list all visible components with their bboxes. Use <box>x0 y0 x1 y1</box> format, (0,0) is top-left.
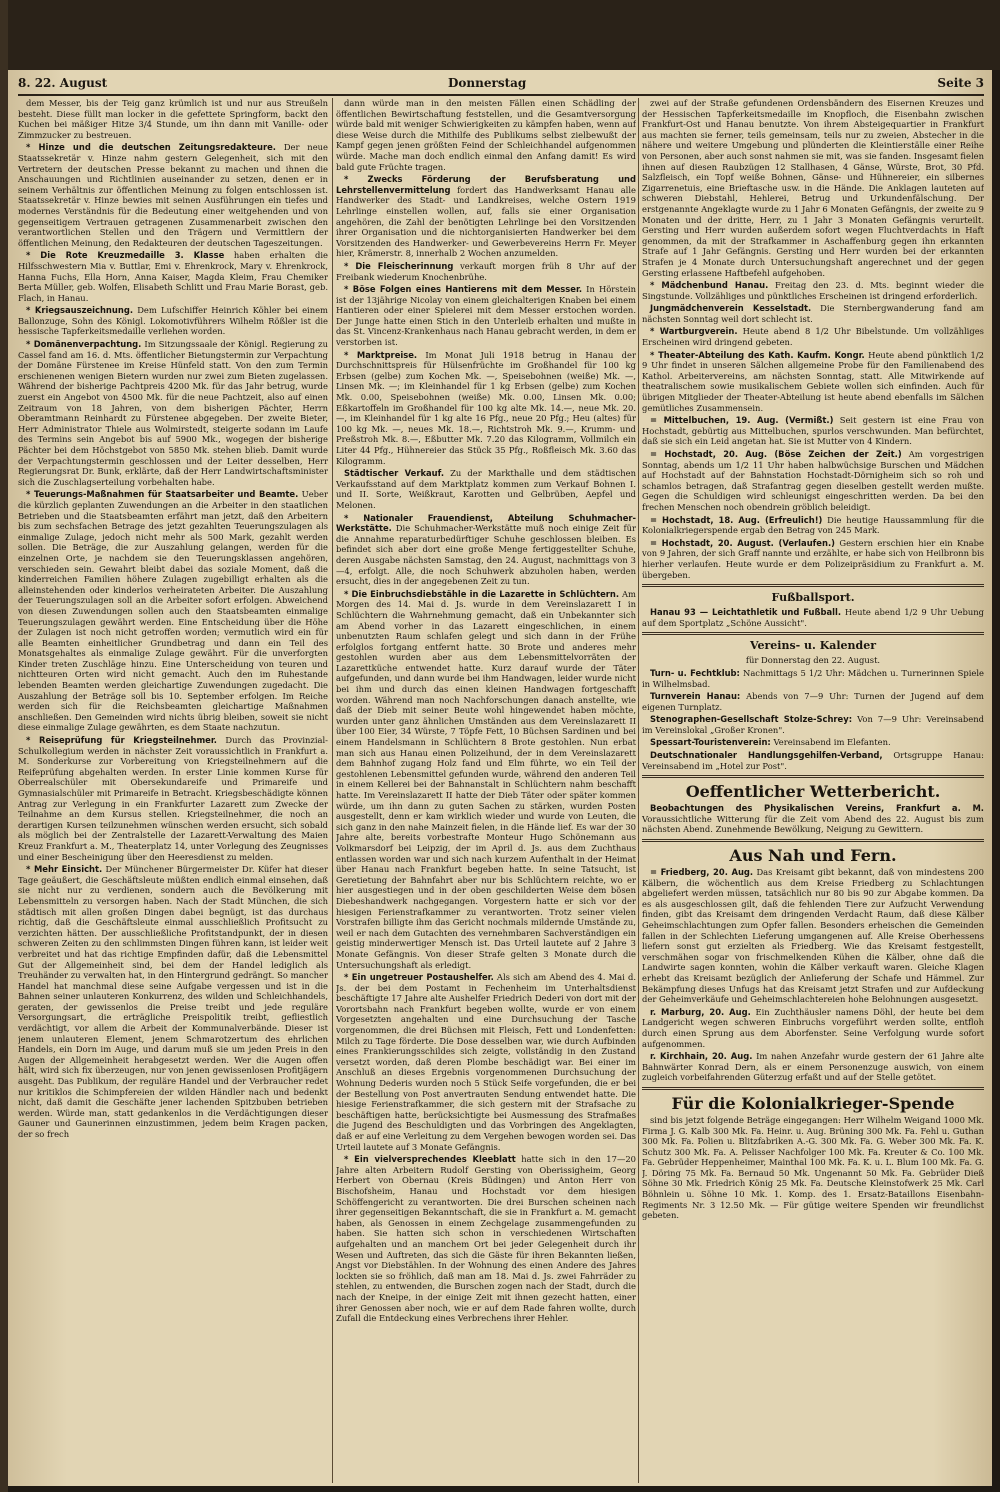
section-rule <box>642 1087 984 1090</box>
article-headline: Städtischer Verkauf. <box>344 468 445 479</box>
calendar-date-line: für Donnerstag den 22. August. <box>745 655 881 666</box>
article-body: Nachmittags 5 1/2 Uhr: Mädchen u. Turnerinnen Spiele in Wilhelmsbad. <box>642 667 984 689</box>
article-body: Die heutige Haussammlung für die Kolonialkriegerspende ergab den Betrag von 245 Mark. <box>642 514 984 536</box>
article-paragraph <box>336 972 636 1152</box>
article-paragraph <box>642 538 984 580</box>
article-paragraph <box>642 1007 984 1049</box>
article-paragraph <box>642 691 984 712</box>
article-paragraph <box>642 607 984 628</box>
section-heading: Vereins- u. Kalender <box>749 639 877 653</box>
article-body: dann würde man in den meisten Fällen einen Schädling der öffentlichen Bewirtschaftung feststellen, und die Gesamtversorgung würde bald mit weniger Schwierigkeiten zu kämpfen haben, wenn auf diese Weise durch die Mithilfe des Publikums selbst zielbewußt der Kampf gegen jenen größten Feind der Schleichhandel aufgenommen würde. Mache man doch endlich einmal den Anfang damit! Es wird bald gute Früchte tragen. <box>336 98 636 172</box>
article-headline: r. Kirchhain, 20. Aug. <box>650 1051 753 1062</box>
article-body: dem Messer, bis der Teig ganz krümlich ist und nur aus Streußeln besteht. Diese füllt man locker in die gefettete Springform, backt den Kuchen bei mäßiger Hitze 3/4 Stunde, um ihn dann mit Vanille- oder Zimmzucker zu bestreuen. <box>18 98 328 140</box>
article-headline: * Die Rote Kreuzmedaille 3. Klasse <box>26 250 225 261</box>
article-body: Heute abend pünktlich 1/2 9 Uhr findet in unseren Sälchen allgemeine Probe für den Familienabend des Kathol. Arbeitervereins, am nächsten Sonntag, statt. Alle Mitwirkende auf theatralischem sowie musikalischem Gebiete wollen sich einfinden. Auch für übrigen Mitglieder der Theater-Abteilung ist heute abend ebenfalls im Sälchen gemütliches Zusammensein. <box>642 349 984 413</box>
article-headline: = Friedberg, 20. Aug. <box>650 867 754 878</box>
article-paragraph <box>642 449 984 513</box>
article-body: hatte sich in den 17—20 Jahre alten Arbeitern Rudolf Gersting von Oberissigheim, Georg Herbert von Obernau (Kreis Büdingen) und Anton Herr von Bischofsheim, Hanau und Hochstadt vor dem hiesigen Schöffengericht zu verantworten. Die drei Burschen scheinen nach ihrer gegenseitigen Bekanntschaft, die sie in Frankfurt a. M. gemacht haben, als Genossen in einem Zechgelage zusammengefunden zu haben. Sie hatten sich schon in verschiedenen Wirtschaften aufgehalten und an manchem Ort bei jeder Gelegenheit durch ihr Wesen und Auftreten, das sich die Gäste für ihren Bekannten ließen, Angst vor Diebstählen. In der Wohnung des einen Andere des Jahres lockten sie so fröhlich, daß man am 18. Mai d. Js. zwei Fahrräder zu stehlen, zu entwenden, die Burschen zogen nach der Stadt, durch die nach der Kneipe, in der einige Zeit mit ihnen gezecht hatten, einer ihrer Genossen aber noch, wie er auf dem Rade fahren wollte, durch Zufall die Entdeckung eines Verbrechens ihrer Hehler. <box>336 1154 636 1324</box>
article-body: Seit gestern ist eine Frau von Hochstadt, gebürtig aus Mittelbuchen, spurlos verschwunden. Man befürchtet, daß sie sich ein Leid angetan hat. Sie ist Mutter von 4 Kindern. <box>642 415 984 447</box>
article-paragraph <box>642 515 984 536</box>
header-date: 8. 22. August <box>18 76 108 90</box>
article-body: haben erhalten die Hilfsschwestern Mia v. Buttlar, Emi v. Ehrenkrock, Mary v. Ehrenkrock, Hanna Fuchs, Ella Horn, Anna Kaiser, Magda Kleim, Frau Chemiker Berta Müller, geb. Wolfen, Elisabeth Schlitt und Frau Marie Borast, geb. Flach, in Hanau. <box>18 250 328 303</box>
article-headline: * Mädchenbund Hanau. <box>650 280 769 291</box>
article-paragraph <box>642 350 984 414</box>
article-paragraph <box>642 1051 984 1083</box>
scan-top-margin <box>0 0 1000 70</box>
article-body: Ein Zuchthäusler namens Döhl, der heute bei dem Landgericht wegen schweren Einbruchs vorgeführt werden sollte, entfloh durch einen Sprung aus dem Aborfenster. Seine Verfolgung wurde sofort aufgenommen. <box>642 1006 984 1049</box>
article-headline: * Mehr Einsicht. <box>26 864 103 875</box>
article-headline: * Marktpreise. <box>344 349 418 360</box>
column-rule <box>638 98 639 1483</box>
article-paragraph <box>642 668 984 689</box>
article-body: Voraussichtliche Witterung für die Zeit vom Abend des 22. August bis zum nächsten Abend. Zunehmende Bewölkung, Neigung zu Gewittern. <box>642 813 984 835</box>
article-headline: Jungmädchenverein Kesselstadt. <box>650 303 812 314</box>
section-heading: Fußballsport. <box>771 591 855 605</box>
article-body: Am Morgen des 14. Mai d. Js. wurde in dem Vereinslazarett I in Schlüchtern die Wahrnehmung gemacht, daß ein Unbekannter sich am Abend vorher in das Lazarett eingeschlichen, in einem unbenutzten Raum schlafen gelegt und sich dann in der Frühe erfolglos fortgang entfernt hatte. 30 Brote und anderes mehr gestohlen wurden aber aus dem Lebensmittelvorräten der Lazarettküche entwendet hatte. Kurz darauf wurde der Täter aufgefunden, und dann wurde bei ihm Handwagen, leider wurde nicht bei ihm und durch das einen kleinen Handwagen fortgeschafft worden. Während man noch Nachforschungen danach anstellte, wie daß der Dieb mit seiner Beute wohl hingewendet haben möchte, wurden unter ganz ähnlichen Umständen aus dem Vereinslazarett II über 100 Eier, 34 Würste, 7 Töpfe Fett, 10 Büchsen Sardinen und bei einem Handelsmann in Schlüchtern 8 Brote gestohlen. Nun erbat man sich aus Hanau einen Polizeihund, der in dem Vereinslazarett dem Bahnhof zugang Holz fand und Elm führte, wo ein Teil der gestohlenen Lebensmittel gefunden wurde, während den anderen Teil in einem Kellerei bei der Bahnanstalt in Schlüchtern nahm beschafft hatte. Im Vereinslazarett II hatte der Dieb Täter oder später kommen würde, um ihn dann zu guten Sachen zu stärken, wurden Posten ausgestellt, denn er kam wirklich wieder und wurde von Leuten, die sich ganz in den nahe Mainzeit fielen, in die Hände lief. Es war der 30 Jahre alte, bereits vorbestrafte Monteur Hugo Schönemann aus Volkmarsdorf bei Leipzig, der im April d. Js. aus dem Zuchthaus entlassen worden war und sich nach kurzem Aufenthalt in der Heimat über Hanau nach Frankfurt begeben hatte. In seine Tatsucht, ist Geretietung der Bahnfahrt aber nur bis Schlüchtern reichte, wo er hier ausgestiegen und in der oben geschilderten Weise dem bösen Diebeshandwerk nachgegangen. Vorgestern hatte er sich vor der hiesigen Ferienstrafkammer zu verantworten. Trotz seiner vielen Vorstrafen billigte ihm das Gericht nochmals mildernde Umstände zu, weil er nach dem Gutachten des vernehmbaren Sachverständigen ein geistig minderwertiger Mensch ist. Das Urteil lautete auf 2 Jahre 3 Monate Gefängnis. Von dieser Strafe gelten 3 Monate durch die Untersuchungshaft als erledigt. <box>336 588 636 970</box>
article-paragraph <box>18 735 328 862</box>
article-headline: * Hinze und die deutschen Zeitungsredakteure. <box>26 142 276 153</box>
section-rule <box>642 775 984 778</box>
article-body: Vereinsabend im Elefanten. <box>773 737 891 748</box>
column-2 <box>336 98 636 1486</box>
article-paragraph <box>336 589 636 970</box>
article-headline: = Hochstadt, 20. Aug. (Böse Zeichen der Zeit.) <box>650 449 902 459</box>
article-paragraph <box>642 737 984 748</box>
article-headline: = Hochstadt, 18. Aug. (Erfreulich!) <box>650 514 823 525</box>
article-body: Von 7—9 Uhr: Vereinsabend im Vereinslokal „Großer Kronen". <box>642 714 984 735</box>
article-body: In Hörstein ist der 13jährige Nicolay von einem gleichalterigen Knaben bei einem Hantieren oder einer Spielerei mit dem Messer erstochen worden. Der Junge hatte einen Stich in den Unterleib erhalten und mußte in das St. Vincenz-Krankenhaus nach Hanau gebracht werden, in dem er verstorben ist. <box>336 284 636 348</box>
article-paragraph <box>336 468 636 510</box>
article-headline: * Zwecks Förderung der Berufsberatung und Lehrstellenvermittelung <box>336 174 636 195</box>
article-paragraph <box>18 864 328 1139</box>
section-rule <box>642 584 984 587</box>
article-body: zwei auf der Straße gefundenen Ordensbändern des Eisernen Kreuzes und der Hessischen Tapferkeitsmedaille im Knopfloch, die Eisenbahn zwischen Frankfurt-Ost und Hanau benutzte. Von ihrem Absteigequartier in Frankfurt aus machten sie ferner, teils gemeinsam, teils nur zu zweien, Abstecher in die nähere und weitere Umgebung und plünderten die Kleintierställe einer Reihe von Personen, aber auch sonst nahmen sie mit, was sie fanden. Insgesamt fielen ihnen auf diesen Raubzügen 12 Stallhasen, 4 Gänse, Würste, Brot, 30 Pfd. Salzfleisch, ein Topf weiße Bohnen, Gänse- und Hühnereier, ein silbernes Zigarrenetuis, eine Brieftasche usw. in die Hände. Die Anklagen lauteten auf schweren Diebstahl, Hehlerei, Betrug und Urkundenfälschung. Der erstgenannte Angeklagte wurde zu 1 Jahr 6 Monaten Gefängnis, der zweite zu 9 Monaten und der dritte, Herr, zu 1 Jahr 3 Monaten Gefängnis verurteilt. Gersting und Herr wurden außerdem sofort wegen Fluchtverdachts in Haft genommen, da mit der Strafkammer in Aschaffenburg gegen ihn erkannten Strafe auf 1 Jahr Gefängnis. Gersting und Herr wurden bei der erkannten Strafen je 4 Monate durch Untersuchungshaft angerechnet und der gegen Gersting erlassene Haftbefehl aufgehoben. <box>642 98 984 278</box>
article-body: Heute abend 8 1/2 Uhr Bibelstunde. Um vollzähliges Erscheinen wird dringend gebeten. <box>642 326 984 348</box>
article-headline: * Kriegsauszeichnung. <box>26 305 134 316</box>
article-headline: * Böse Folgen eines Hantierens mit dem Messer. <box>344 284 583 295</box>
column-3 <box>642 98 984 1486</box>
article-body: Gestern erschien hier ein Knabe von 9 Jahren, der sich Graff nannte und erzählte, er habe sich von Heilbronn bis hierher verlaufen. Heute wurde er dem Polizeipräsidium zu Frankfurt a. M. übergeben. <box>642 537 984 580</box>
article-paragraph <box>642 326 984 347</box>
article-paragraph <box>336 350 636 467</box>
article-headline: * Wartburgverein. <box>650 326 738 337</box>
article-headline: Stenographen-Gesellschaft Stolze-Schrey: <box>650 714 853 725</box>
article-headline: * Ein vielversprechendes Kleeblatt <box>344 1154 516 1165</box>
article-body: Die Sternbergwanderung fand am nächsten Sonntag weil dort schlecht ist. <box>642 303 984 324</box>
article-paragraph <box>642 750 984 771</box>
article-headline: * Reiseprüfung für Kriegsteilnehmer. <box>26 735 217 746</box>
article-body: Im Monat Juli 1918 betrug in Hanau der Durchschnittspreis für Hülsenfrüchte im Großhandel für 100 kg Erbsen (gelbe) zum Kochen Mk. —, Speisebohnen (weiße) Mk. —, Linsen Mk. —; im Kleinhandel für 1 kg Erbsen (gelbe) zum Kochen Mk. 0.00, Speisebohnen (weiße) Mk. 0.00, Linsen Mk. 0.00; Eßkartoffeln im Großhandel für 100 kg alte Mk. 14.—, neue Mk. 20.—, im Kleinhandel für 1 kg alte 16 Pfg., neue 20 Pfg.; Heu (altes) für 100 kg Mk. —, neues Mk. 18.—, Richtstroh Mk. 9.—, Krumm- und Preßstroh Mk. 8.—, Eßbutter Mk. 7.20 das Kilogramm, Vollmilch ein Liter 44 Pfg., Hühnereier das Stück 35 Pfg., Roßfleisch Mk. 3.60 das Kilogramm. <box>336 349 636 466</box>
section-heading: Aus Nah und Fern. <box>729 846 897 866</box>
article-body: Im nahen Anzefahr wurde gestern der 61 Jahre alte Bahnwärter Konrad Dern, als er einem Personenzuge auswich, von einem zugleich vorbeifahrenden Güterzug erfaßt und auf der Stelle getötet. <box>642 1051 984 1083</box>
section-rule <box>642 632 984 635</box>
article-headline: Turnverein Hanau: <box>650 691 741 702</box>
article-headline: Deutschnationaler Handlungsgehilfen-Verband, <box>650 750 883 761</box>
article-headline: * Domänenverpachtung. <box>26 339 142 350</box>
article-body: Am vorgestrigen Sonntag, abends um 1/2 11 Uhr haben halbwüchsige Burschen und Mädchen auf Hochstadt auf der Bahnstation Hochstadt-Dörnigheim sich so roh und schamlos betragen, daß Strafantrag gegen dieselben gestellt werden mußte. Gegen die Schuldigen wird schleunigst eingeschritten werden. Da bei den frechen Menschen noch obendrein gröblich beleidigt. <box>642 449 984 512</box>
article-paragraph <box>18 142 328 248</box>
article-headline: Beobachtungen des Physikalischen Vereins, Frankfurt a. M. <box>650 803 984 814</box>
article-body: Ueber die kürzlich geplanten Zuwendungen an die Arbeiter in den staatlichen Betrieben und die Staatsbeamten erfährt man jetzt, daß den Arbeitern bis zum sechsfachen Betrage des jetzt gezahlten Teuerungszulagen als einmalige Zulage, jedoch nicht mehr als 500 Mark, gezahlt werden sollen. Die Beträge, die zur Auszahlung gelangen, werden für die einzelnen Orte, je nachdem sie den Teuerungsklassen angehören, verschieden sein. Gewahrt bleibt dabei das soziale Moment, daß die kinderreichen Familien höhere Zulagen zugebilligt erhalten als die alleinstehenden oder kinderlos verheirateten Arbeiter. Die Auszahlung der Teuerungszulagen soll an die Arbeiter sofort erfolgen. Abweichend von diesen Zuwendungen sollen auch den Staatsbeamten einmalige Teuerungszulagen gewährt werden. Eine Entscheidung über die Höhe der Zulagen ist noch nicht getroffen worden; vermutlich wird ein für alle Beamten einheitlicher Grundbetrag und dann ein Teil des Monatsgehaltes als einmalige Zulage gewährt. Für die unverforgten Kinder treten Zuschläge hinzu. Eine Unterscheidung von teuren und nichtteuren Orten wird nicht gemacht. Auch den im Ruhestande lebenden Beamten werden gleichartige Zuwendungen zugedacht. Die Auszahlung der Beträge soll bis 10. September erfolgen. Im Reiche werden sich für die Reichsbeamten gleichartige Maßnahmen anschließen. Den Gemeinden wird nichts übrig bleiben, soweit sie nicht diese einmalige Zulage gewährten, es dem Staate nachzutun. <box>18 489 328 733</box>
article-paragraph <box>336 174 636 259</box>
article-headline: Turn- u. Fechtklub: <box>650 667 740 678</box>
article-headline: = Mittelbuchen, 19. Aug. (Vermißt.) <box>650 415 834 426</box>
article-body: Das Kreisamt gibt bekannt, daß von mindestens 200 Kälbern, die wöchentlich aus dem Kreise Friedberg zu Schlachtungen abgeliefert werden müssen, tatsächlich nur 80 bis 90 zur Abgabe kommen. Da es als ausgeschlossen gilt, daß die fehlenden Tiere zur Aufzucht Verwendung finden, gibt das Kreisamt dem dringenden Verdacht Raum, daß diese Kälber Geheimschlachtungen zum Opfer fallen. Besonders erheischen die Gemeinden fallen in der Schlechten Lieferung umgangenen auf. Alle Kreise Oberhessens liefern sonst gut erzielten als Friedberg. Wie das Kreisamt festgestellt, verschmähen sogar von frischmelkenden Kühen die Kälber, ohne daß die Landwirte sagen konnten, wohin die Kälber verkauft waren. Gleiche Klagen erhebt das Kreisamt bezüglich der Anlieferung der Schafe und Hämmel. Zur Bekämpfung dieses Unfugs hat das Kreisamt jetzt Strafen und zur Aufdeckung der Geheimverkäufe und Geheimschlachtereien hohe Belohnungen ausgesetzt. <box>642 867 984 1005</box>
page-header <box>18 76 984 96</box>
article-paragraph <box>642 415 984 447</box>
article-paragraph <box>642 803 984 835</box>
article-body: Als sich am Abend des 4. Mai d. Js. der bei dem Postamt in Fechenheim im Unterhaltsdienst beschäftigte 17 Jahre alte Aushelfer Friedrich Dederi von dort mit der Vorortsbahn nach Frankfurt begeben wollte, wurde er von einem Vorgesetzten angehalten und eine Durchsuchung der Tasche vorgenommen, die drei Büchsen mit Fleisch, Fett und Londenfetten: Milch zu Tage förderte. Die Dose desselben war, wie durch Aufbinden eines Frankierungsschildes sich zeigte, vollständig in den Zustand versetzt worden, daß deren Plombe beschädigt war. Bei einer im Anschluß an dieses Ergebnis vorgenommenen Durchsuchung der Wohnung Dederis wurden noch 5 Stück Seife vorgefunden, die er bei der Bestellung von Post anvertrauten Sendung entwendet hatte. Die hiesige Ferienstrafkammer, die sich gestern mit der Strafsache zu beschäftigen hatte, berücksichtigte bei Ausmessung des Strafmaßes die Jugend des Beschuldigten und das Vorbringen des Angeklagten, daß er auf eine Verleitung zu dem Vergehen bewogen worden sei. Das Urteil lautete auf 3 Monate Gefängnis. <box>336 972 636 1152</box>
article-paragraph <box>642 714 984 735</box>
article-body: Ortsgruppe Hanau: Vereinsabend im „Hotel zur Post". <box>642 750 984 771</box>
article-paragraph <box>18 305 328 337</box>
article-body: fordert das Handwerksamt Hanau alle Handwerker des Stadt- und Landkreises, welche Ostern 1919 Lehrlinge einstellen wollen, auf, falls sie einer Organisation angehören, die Zahl der benötigten Lehrlinge bei den Vorsitzenden ihrer Organisation und die nichtorganisierten Handwerker bei dem Vorsitzenden des Handwerker- und Gewerbevereins Herrn Fr. Meyer hier, Krämerstr. 8, innerhalb 2 Wochen anzumelden. <box>336 184 636 259</box>
article-headline: r. Marburg, 20. Aug. <box>650 1006 751 1017</box>
article-headline: * Die Einbruchsdiebstähle in die Lazarette in Schlüchtern. <box>344 588 620 599</box>
section-heading: Oeffentlicher Wetterbericht. <box>685 782 941 802</box>
article-body: Die Schuhmacher-Werkstätte muß noch einige Zeit für die Annahme reparaturbedürftiger Schuhe geschlossen bleiben. Es befindet sich aber dort eine große Menge fertiggestellter Schuhe, deren Ausgabe nächsten Samstag, den 24. August, nachmittags von 3—4, erfolgt. Alle, die noch Schuhwerk abzuholen haben, werden ersucht, dies in der angegebenen Zeit zu tun. <box>336 523 636 587</box>
article-headline: * Ein ungetreuer Postaushelfer. <box>344 972 494 983</box>
article-body: sind bis jetzt folgende Beträge eingegangen: Herr Wilhelm Weigand 1000 Mk. Firma J. G. Kalb 300 Mk. Fa. Heinr. u. Aug. Brüning 300 Mk. Fa. Fehl u. Guthan 300 Mk. Fa. Polien u. Blitzfabriken A.-G. 300 Mk. Fa. G. Weber 300 Mk. Fa. K. Schutz 300 Mk. Fa. A. Pelisser Nachfolger 100 Mk. Fa. Kreuter & Co. 100 Mk. Fa. Gebrüder Heppenheimer, Mainthal 100 Mk. Fa. K. u. L. Blum 100 Mk. Fa. G. J. Döring 75 Mk. Fa. Bernaud 50 Mk. Ungenannt 50 Mk. Fa. Gebrüder Dieß Söhne 30 Mk. Friedrich König 25 Mk. Fa. Deutsche Kleinstofwerk 25 Mk. Carl Böhnlein u. Söhne 10 Mk. 1. Komp. des 1. Ersatz-Bataillons Eisenbahn-Regiments Nr. 3 12.50 Mk. — Für gütige weitere Spenden wir freundlichst gebeten. <box>642 1114 984 1221</box>
article-paragraph <box>642 1115 984 1221</box>
article-headline: Spessart-Touristenverein: <box>650 737 771 748</box>
article-paragraph <box>336 284 636 348</box>
section-heading: Für die Kolonialkrieger-Spende <box>671 1093 955 1113</box>
article-paragraph <box>642 303 984 324</box>
article-paragraph <box>18 339 328 487</box>
column-1 <box>18 98 328 1486</box>
header-page-number: Seite 3 <box>937 76 984 90</box>
article-paragraph <box>642 98 984 278</box>
article-paragraph <box>642 280 984 301</box>
article-paragraph <box>336 98 636 172</box>
article-paragraph <box>18 250 328 303</box>
article-body: Durch das Provinzial-Schulkollegium werden in nächster Zeit voraussichtlich in Frankfurt a. M. Sonderkurse zur Vorbereitung von Kriegsteilnehmern auf die Reifeprüfung abgehalten werden. In erster Linie kommen Kurse für Oberrealschüler mit Obersekundareife und Primareife und Gymnasialschüler mit Primareife in Betracht. Kriegsbeschädigte können Antrag zur Verlegung in ein Frankfurter Lazarett zum Zwecke der Teilnahme an dem Kursus stellen. Kriegsteilnehmer, die noch an derartigen Kursen teilzunehmen wünschen werden ersucht, sich sobald als möglich bei der Zentralstelle der Lazarett-Verwaltung des Maien Kreuz Frankfurt a. M., Theaterplatz 14, unter Vorlegung des Zeugnisses und einer Bescheinigung über den Heeresdienst zu melden. <box>18 735 328 862</box>
article-paragraph <box>18 98 328 140</box>
article-paragraph <box>18 489 328 733</box>
article-headline: = Hochstadt, 20. August. (Verlaufen.) <box>650 537 835 548</box>
article-headline: Hanau 93 — Leichtathletik und Fußball. <box>650 607 842 618</box>
article-body: verkauft morgen früh 8 Uhr auf der Freibank wiederum Knochenbrühe. <box>336 260 636 282</box>
column-rule <box>332 98 333 1483</box>
article-body: Im Sitzungssaale der Königl. Regierung zu Cassel fand am 16. d. Mts. öffentlicher Bietungstermin zur Verpachtung der Domäne Fürstenee im Kreise Hünfeld statt. Von den zum Termin erschienenen wenigen Bietern wurden nur zwei zum Bieten zugelassen. Während der bisherige Pachtpreis 4200 Mk. für das Jahr betrug, wurde zuerst ein Angebot von 4500 Mk. für die neue Pachtzeit, also auf einen Zeitraum von 18 Jahren, von dem bisherigen Pächter, Herrn Oberamtmann Reinhardt zu Fürstenee abgegeben. Der zweite Bieter, Herr Administrator Thiele aus Wolmirstedt, steigerte sodann im Laufe des Termins sein Angebot bis auf 5900 Mk., wogegen der bisherige Pächter bei dem Höchstgebot von 5850 Mk. stehen blieb. Damit wurde der Verpachtungstermin geschlossen und der Leiter desselben, Herr Regierungsrat Dr. Bunk, erklärte, daß der Herr Landwirtschaftsminister sich die Zuschlagserteilung vorbehalten habe. <box>18 339 328 487</box>
article-headline: * Nationaler Frauendienst, Abteilung Schuhmacher-Werkstätte. <box>336 512 636 534</box>
header-weekday: Donnerstag <box>448 76 527 90</box>
article-headline: * Die Fleischerinnung <box>344 260 454 271</box>
article-body: Dem Lufschiffer Heinrich Köhler bei einem Ballonzuge, Sohn des Königl. Lokomotivführers Wilhelm Rößler ist die hessische Tapferkeitsmedaille verliehen worden. <box>18 305 328 337</box>
scan-left-edge <box>0 0 8 1492</box>
article-headline: * Teuerungs-Maßnahmen für Staatsarbeiter und Beamte. <box>26 489 299 500</box>
article-body: Abends von 7—9 Uhr: Turnen der Jugend auf dem eigenen Turnplatz. <box>642 691 984 712</box>
article-body: Heute abend 1/2 9 Uhr Uebung auf dem Sportplatz „Schöne Aussicht". <box>642 607 984 628</box>
article-headline: * Theater-Abteilung des Kath. Kaufm. Kongr. <box>650 349 865 360</box>
article-paragraph <box>336 261 636 282</box>
section-rule <box>642 839 984 842</box>
article-body: Der neue Staatssekretär v. Hinze nahm gestern Gelegenheit, sich mit den Vertretern der deutschen Presse bekannt zu machen und ihnen die Anschauungen und Richtlinien auseinander zu setzen, denen er in seinem Verhältnis zur öffentlichen Meinung zu folgen entschlossen ist. Staatssekretär v. Hinze bewies mit seinen Ausführungen ein tiefes und modernes Verständnis für die Bedeutung einer weitgehenden und von gegenseitigem Vertrauen getragenen Zusammenarbeit zwischen den verantwortlichen Stellen und den Trägern und Vermittlern der öffentlichen Meinung, den Redakteuren der deutschen Tageszeitungen. <box>18 142 328 248</box>
article-paragraph <box>642 867 984 1005</box>
article-body: Zu der Markthalle und dem städtischen Verkaufsstand auf dem Marktplatz kommen zum Verkauf Bohnen I. und II. Sorte, Weißkraut, Karotten und Gelbrüben, Aepfel und Melonen. <box>336 468 636 510</box>
article-body: Der Münchener Bürgermeister Dr. Küfer hat dieser Tage geäußert, die Geschäftsleute müßten endlich einmal einsehen, daß sie nicht nur zu verdienen, sondern auch die Bevölkerung mit Lebensmitteln zu versorgen haben. Nach der Stadt München, die sich städtisch mit allen großen Dingen dabei begnügt, ist das durchaus richtig, daß die Geschäftsleute einmal ausschließlich Profitsucht zu verzichten hätten. Der ausschließliche Profitstandpunkt, der in diesen schweren Zeiten zu den schlimmsten Dingen führen kann, ist leider weit verbreitet und hat das richtige Empfinden dafür, daß die Lebensmittel Gut der Allgemeinheit sind, bei dem der Handel lediglich als Treuhänder zu verwalten hat, in den Hintergrund gedrängt. So mancher Handel hat manchmal diese seine Aufgabe vergessen und ist in die Bahnen seiner unlauteren Konkurrenz, des wilden und Schleichhandels, geraten, der gewissenlos die Preise treibt und jede reguläre Versorgungsart, die erträgliche Preispolitik treibt, gefliestlich verdächtigt, vor allem die Arbeit der Kommunalverbände. Dieser ist jenem unlauteren Element, jenem Schmarotzertum des ehrlichen Handels, ein Dorn im Auge, und darum muß sie um jeden Preis in den Augen der Allgemeinheit herabgesetzt werden. Wer die Augen offen hält, wird sich fix überzeugen, nur von jenen gewissenlosen Profitjägern ausgeht. Das Publikum, der reguläre Handel und der Verbraucher redet nur kritiklos die Schimpfereien der wilden Händler nach und bedenkt nicht, daß damit die Geschäfte jener lachenden Spitzbuben betrieben werden. Würde man, statt gedankenlos in die Verdächtigungen dieser Gauner und Gaunerinnen einzustimmen, jedem beim Kragen packen, der so frech <box>18 864 328 1139</box>
article-paragraph <box>336 1154 636 1324</box>
article-paragraph <box>336 513 636 587</box>
article-body: Freitag den 23. d. Mts. beginnt wieder die Singstunde. Vollzähliges und pünktliches Erscheinen ist dringend erforderlich. <box>642 280 984 301</box>
